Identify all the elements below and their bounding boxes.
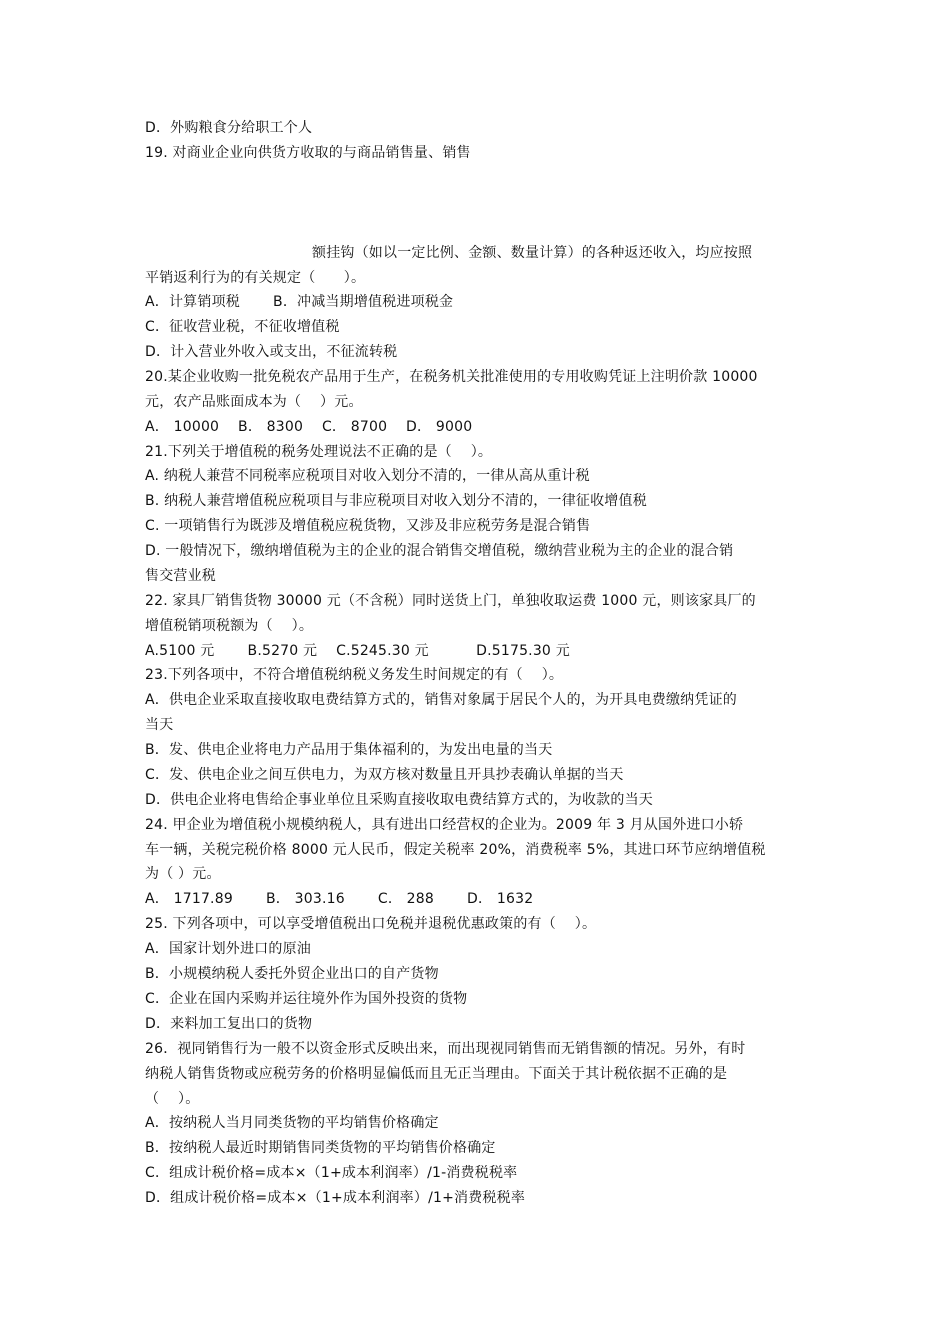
text-line: B. 纳税人兼营增值税应税项目与非应税项目对收入划分不清的，一律征收增值税 xyxy=(145,493,647,509)
text-line: D．来料加工复出口的货物 xyxy=(145,1016,313,1032)
text-line: 增值税销项税额为（ ）。 xyxy=(145,618,314,634)
text-line: 车一辆，关税完税价格 8000 元人民币，假定关税率 20%，消费税率 5%，其进口环节应纳增值税 xyxy=(145,842,766,858)
text-line: A．计算销项税 B．冲减当期增值税进项税金 xyxy=(145,294,454,310)
text-line: 为（ ）元。 xyxy=(145,866,221,882)
text-line: C．发、供电企业之间互供电力，为双方核对数量且开具抄表确认单据的当天 xyxy=(145,767,624,783)
text-line: 24. 甲企业为增值税小规模纳税人，具有进出口经营权的企业为。2009 年 3 月从国外进口小轿 xyxy=(145,817,744,833)
text-line: A．按纳税人当月同类货物的平均销售价格确定 xyxy=(145,1115,439,1131)
text-line: A．国家计划外进口的原油 xyxy=(145,941,311,957)
text-line: D．供电企业将电售给企事业单位且采购直接收取电费结算方式的，为收款的当天 xyxy=(145,792,653,808)
text-line: A. 纳税人兼营不同税率应税项目对收入划分不清的，一律从高从重计税 xyxy=(145,468,590,484)
text-line: 25. 下列各项中，可以享受增值税出口免税并退税优惠政策的有（ ）。 xyxy=(145,916,597,932)
text-line: B．按纳税人最近时期销售同类货物的平均销售价格确定 xyxy=(145,1140,496,1156)
text-line: 售交营业税 xyxy=(145,568,216,584)
text-line: 元，农产品账面成本为（ ）元。 xyxy=(145,394,363,410)
text-line: A． 1717.89 B． 303.16 C． 288 D． 1632 xyxy=(145,891,534,907)
text-line: D. 一般情况下，缴纳增值税为主的企业的混合销售交增值税，缴纳营业税为主的企业的混合销 xyxy=(145,543,734,559)
text-line: A．供电企业采取直接收取电费结算方式的，销售对象属于居民个人的，为开具电费缴纳凭证的 xyxy=(145,692,737,708)
text-line: 额挂钩（如以一定比例、金额、数量计算）的各种返还收入，均应按照 xyxy=(312,245,753,261)
text-line: A． 10000 B． 8300 C． 8700 D． 9000 xyxy=(145,419,473,435)
text-line: （ ）。 xyxy=(145,1091,200,1107)
text-line: C. 一项销售行为既涉及增值税应税货物，又涉及非应税劳务是混合销售 xyxy=(145,518,591,534)
text-line: C．企业在国内采购并运往境外作为国外投资的货物 xyxy=(145,991,468,1007)
text-line: 纳税人销售货物或应税劳务的价格明显偏低而且无正当理由。下面关于其计税依据不正确的是 xyxy=(145,1066,728,1082)
text-line: A.5100 元 B.5270 元 C.5245.30 元 D.5175.30 元 xyxy=(145,643,570,659)
text-line: C．征收营业税，不征收增值税 xyxy=(145,319,340,335)
text-line: D．外购粮食分给职工个人 xyxy=(145,120,313,136)
text-line: B．小规模纳税人委托外贸企业出口的自产货物 xyxy=(145,966,439,982)
text-line: 19. 对商业企业向供货方收取的与商品销售量、销售 xyxy=(145,145,471,161)
text-line: 22. 家具厂销售货物 30000 元（不含税）同时送货上门，单独收取运费 1000 元，则该家具厂的 xyxy=(145,593,756,609)
text-line: D．组成计税价格=成本×（1+成本利润率）/1+消费税税率 xyxy=(145,1190,526,1206)
text-line: 平销返利行为的有关规定（ ）。 xyxy=(145,270,366,286)
text-line: 26．视同销售行为一般不以资金形式反映出来，而出现视同销售而无销售额的情况。另外，有时 xyxy=(145,1041,746,1057)
text-line: B．发、供电企业将电力产品用于集体福利的，为发出电量的当天 xyxy=(145,742,553,758)
text-line: 21.下列关于增值税的税务处理说法不正确的是（ ）。 xyxy=(145,444,493,460)
text-line: 当天 xyxy=(145,717,174,733)
text-line: 20.某企业收购一批免税农产品用于生产，在税务机关批准使用的专用收购凭证上注明价款 10000 xyxy=(145,369,758,385)
text-line: 23.下列各项中，不符合增值税纳税义务发生时间规定的有（ ）。 xyxy=(145,667,564,683)
text-line: D．计入营业外收入或支出，不征流转税 xyxy=(145,344,398,360)
text-line: C．组成计税价格=成本×（1+成本利润率）/1-消费税税率 xyxy=(145,1165,518,1181)
